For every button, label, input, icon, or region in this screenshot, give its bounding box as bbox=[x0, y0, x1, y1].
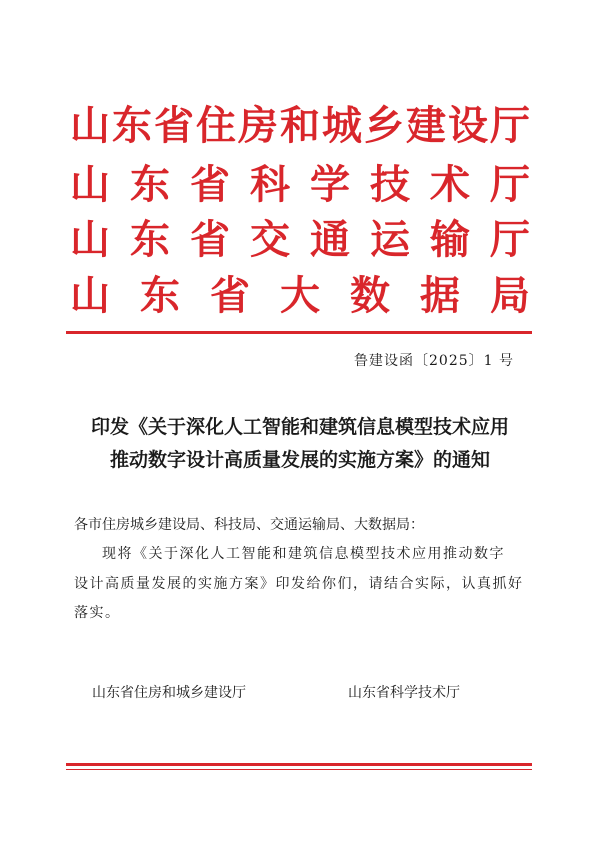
issuer-char: 技 bbox=[370, 161, 410, 208]
issuer-char: 城 bbox=[322, 102, 362, 149]
issuer-char: 和 bbox=[280, 102, 320, 149]
footer-divider-thick bbox=[66, 763, 532, 766]
issuer-char: 科 bbox=[250, 161, 290, 208]
issuer-char: 乡 bbox=[364, 102, 404, 149]
issuer-char: 设 bbox=[448, 102, 488, 149]
document-title-line-2: 推动数字设计高质量发展的实施方案》的通知 bbox=[109, 449, 490, 471]
issuer-char: 数 bbox=[350, 272, 390, 319]
issuer-char: 省 bbox=[190, 161, 230, 208]
body-text-line-2: 设计高质量发展的实施方案》印发给你们，请结合实际，认真抓好 bbox=[74, 576, 524, 592]
issuer-line-3 bbox=[70, 215, 530, 265]
issuer-char: 大 bbox=[280, 272, 320, 319]
issuer-char: 厅 bbox=[490, 216, 530, 263]
issuer-line-2 bbox=[70, 160, 530, 210]
issuer-char: 东 bbox=[130, 216, 170, 263]
issuer-char: 省 bbox=[154, 102, 194, 149]
signature-right: 山东省科学技术厅 bbox=[348, 685, 460, 701]
issuer-char: 学 bbox=[310, 161, 350, 208]
issuer-char: 省 bbox=[210, 272, 250, 319]
issuer-char: 据 bbox=[420, 272, 460, 319]
issuer-char: 住 bbox=[196, 102, 236, 149]
issuer-char: 山 bbox=[70, 216, 110, 263]
issuer-char: 东 bbox=[112, 102, 152, 149]
signature-left: 山东省住房和城乡建设厅 bbox=[92, 685, 246, 701]
body-text-line-3: 落实。 bbox=[74, 605, 121, 621]
footer-divider-thin bbox=[66, 769, 532, 770]
header-divider bbox=[66, 331, 532, 334]
issuer-char: 省 bbox=[190, 216, 230, 263]
issuer-char: 东 bbox=[140, 272, 180, 319]
issuer-char: 房 bbox=[238, 102, 278, 149]
issuer-char: 交 bbox=[250, 216, 290, 263]
issuer-char: 厅 bbox=[490, 102, 530, 149]
document-title-line-1: 印发《关于深化人工智能和建筑信息模型技术应用 bbox=[90, 416, 509, 438]
issuer-line-4 bbox=[70, 271, 530, 321]
issuer-char: 输 bbox=[430, 216, 470, 263]
issuer-char: 山 bbox=[70, 272, 110, 319]
document-number: 鲁建设函〔2025〕1 号 bbox=[354, 353, 514, 369]
issuer-char: 山 bbox=[70, 161, 110, 208]
issuer-char: 山 bbox=[70, 102, 110, 149]
issuer-line-1 bbox=[70, 101, 530, 151]
issuer-char: 运 bbox=[370, 216, 410, 263]
issuer-char: 通 bbox=[310, 216, 350, 263]
issuer-char: 建 bbox=[406, 102, 446, 149]
issuer-char: 东 bbox=[130, 161, 170, 208]
issuer-char: 厅 bbox=[490, 161, 530, 208]
addressee: 各市住房城乡建设局、科技局、交通运输局、大数据局： bbox=[74, 517, 424, 533]
body-text-line-1: 现将《关于深化人工智能和建筑信息模型技术应用推动数字 bbox=[102, 546, 505, 562]
issuer-char: 局 bbox=[490, 272, 530, 319]
issuer-char: 术 bbox=[430, 161, 470, 208]
